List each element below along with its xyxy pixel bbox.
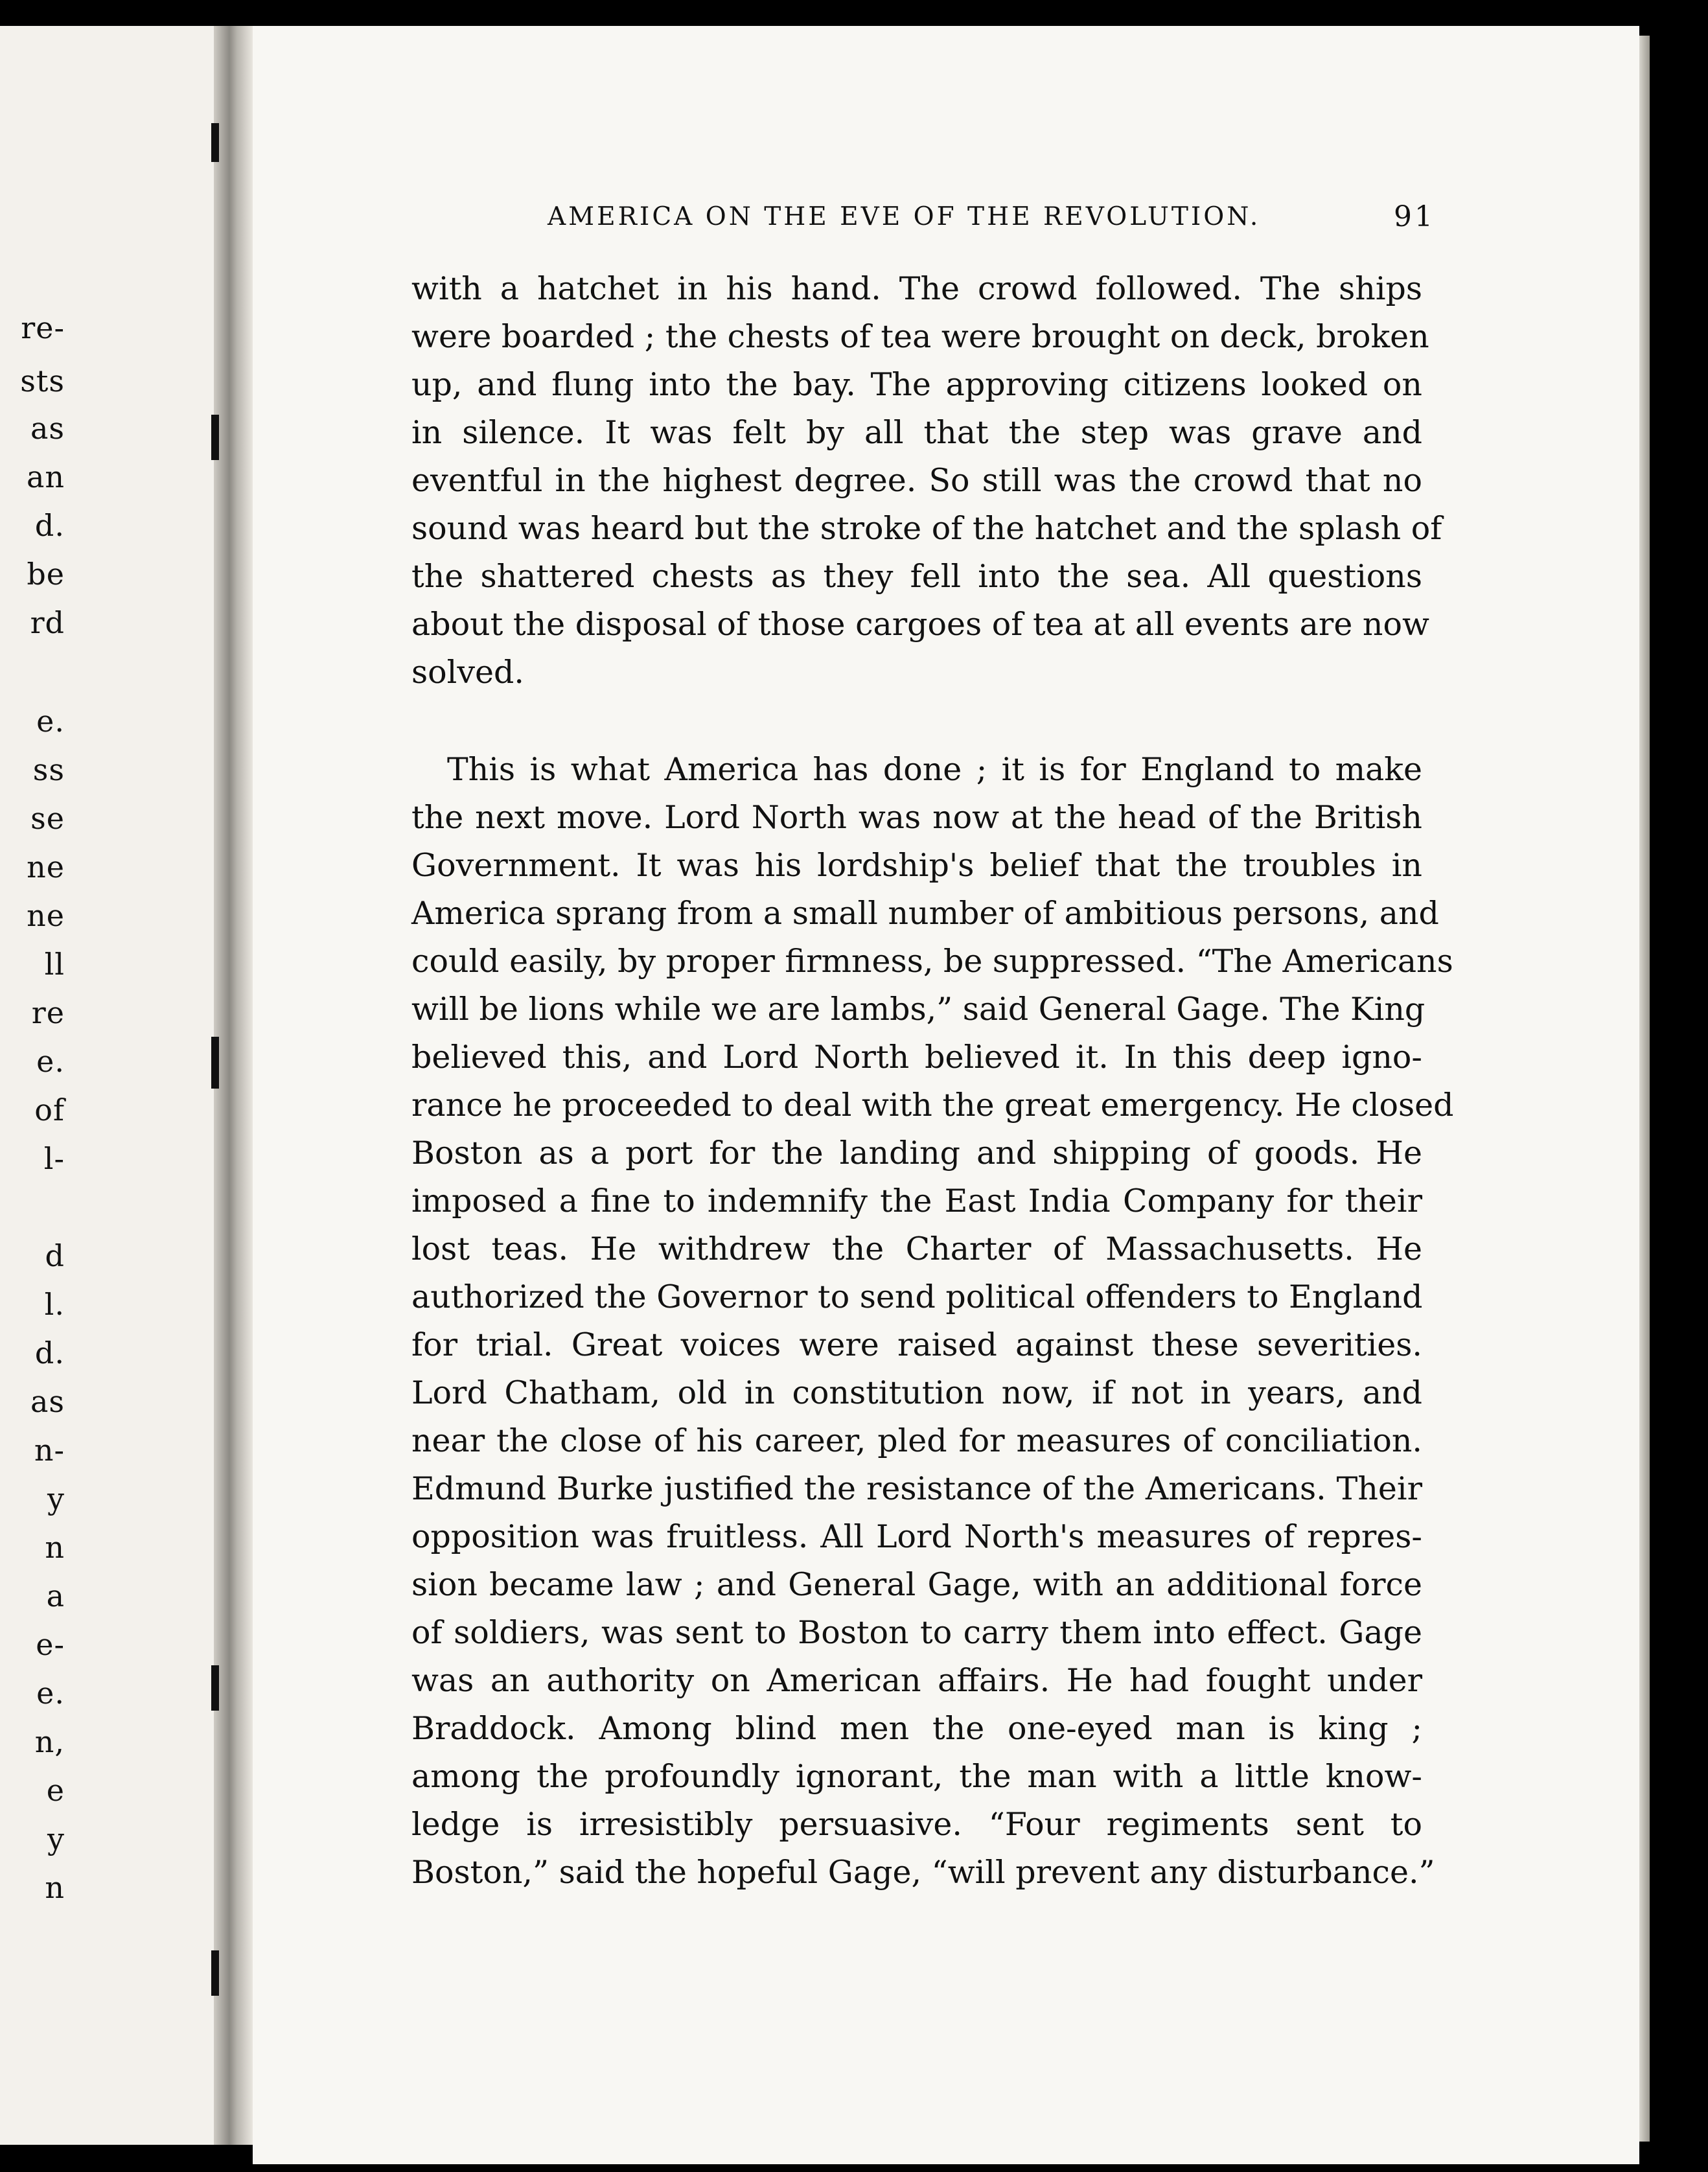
text-line: ledge is irresistibly persuasive. “Four regiments sent to [411,1806,1422,1843]
text-line: This is what America has done ; it is for England to make [447,751,1422,788]
text-line: Edmund Burke justified the resistance of the Americans. Their [411,1470,1422,1507]
left-fragment: n [45,1870,65,1905]
left-fragment: as [30,411,65,446]
text-line: of soldiers, was sent to Boston to carry them into effect. Gage [411,1614,1422,1651]
left-fragment: n- [34,1433,65,1468]
text-line: for trial. Great voices were raised against these severities. [411,1326,1422,1363]
text-line: solved. [411,654,524,691]
left-fragment: e. [36,704,65,739]
text-line: authorized the Governor to send political offenders to England [411,1278,1423,1315]
left-fragment: y [47,1481,65,1516]
left-page-fragment [0,26,214,2145]
text-line: opposition was fruitless. All Lord North's measures of repres- [411,1518,1422,1555]
text-line: Government. It was his lordship's belief that the troubles in [411,847,1422,884]
left-fragment: e [46,1773,65,1808]
binding-thread-mark [211,1665,219,1711]
text-line: sound was heard but the stroke of the hatchet and the splash of [411,510,1442,547]
left-fragment: an [26,459,65,494]
left-fragment: ss [32,752,65,787]
left-fragment: ne [27,898,65,933]
binding-thread-mark [211,415,219,460]
text-line: near the close of his career, pled for measures of conciliation. [411,1422,1422,1459]
left-fragment: se [30,801,65,836]
text-line: the next move. Lord North was now at the head of the British [411,799,1422,836]
left-fragment: of [34,1092,65,1127]
left-fragment: e- [36,1627,65,1662]
text-line: up, and flung into the bay. The approving citizens looked on [411,366,1422,403]
left-fragment: l- [43,1141,65,1176]
book-gutter [214,26,253,2145]
text-line: the shattered chests as they fell into the sea. All questions [411,558,1422,595]
left-fragment: d. [34,508,65,543]
left-fragment: n [45,1530,65,1565]
text-line: was an authority on American affairs. He had fought under [411,1662,1422,1699]
text-line: lost teas. He withdrew the Charter of Massachusetts. He [411,1230,1422,1267]
left-fragment: as [30,1384,65,1419]
text-line: among the profoundly ignorant, the man with a little know- [411,1758,1422,1795]
binding-thread-mark [211,123,219,162]
text-line: sion became law ; and General Gage, with an additional force [411,1566,1422,1603]
text-line: America sprang from a small number of ambitious persons, and [411,895,1439,932]
left-fragment: rd [30,605,65,640]
binding-thread-mark [211,1950,219,1996]
page-number: 91 [1394,200,1435,233]
text-line: eventful in the highest degree. So still was the crowd that no [411,462,1422,499]
left-fragment: e. [36,1676,65,1711]
page-header [548,198,1435,237]
page-edge [1639,36,1650,2142]
text-line: rance he proceeded to deal with the great emergency. He closed [411,1087,1454,1124]
left-fragment: n, [34,1724,65,1759]
left-fragment: re [31,995,65,1030]
text-line: could easily, by proper firmness, be suppressed. “The Americans [411,943,1453,980]
left-fragment: e. [36,1044,65,1079]
running-head: AMERICA ON THE EVE OF THE REVOLUTION. [548,202,1261,231]
left-fragment: be [27,557,65,592]
text-line: Boston,” said the hopeful Gage, “will prevent any disturbance.” [411,1854,1435,1891]
text-line: imposed a fine to indemnify the East India Company for their [411,1183,1422,1219]
left-fragment: sts [20,364,65,399]
left-fragment: ne [27,849,65,884]
text-line: believed this, and Lord North believed it. In this deep igno- [411,1039,1422,1076]
left-fragment: re- [21,310,65,345]
text-line: Braddock. Among blind men the one-eyed man is king ; [411,1710,1422,1747]
left-page-text-edge [0,26,65,2145]
binding-thread-mark [211,1037,219,1089]
text-line: about the disposal of those cargoes of tea at all events are now [411,606,1429,643]
left-fragment: l. [44,1287,65,1322]
text-line: Boston as a port for the landing and shipping of goods. He [411,1135,1422,1172]
left-fragment: d [45,1238,65,1273]
text-line: were boarded ; the chests of tea were brought on deck, broken [411,318,1429,355]
text-line: Lord Chatham, old in constitution now, if not in years, and [411,1374,1422,1411]
left-fragment: y [47,1821,65,1856]
left-fragment: d. [34,1335,65,1370]
left-fragment: ll [44,947,65,982]
text-line: with a hatchet in his hand. The crowd followed. The ships [411,270,1422,307]
text-line: will be lions while we are lambs,” said General Gage. The King [411,991,1425,1028]
left-fragment: a [46,1578,65,1613]
text-line: in silence. It was felt by all that the step was grave and [411,414,1422,451]
